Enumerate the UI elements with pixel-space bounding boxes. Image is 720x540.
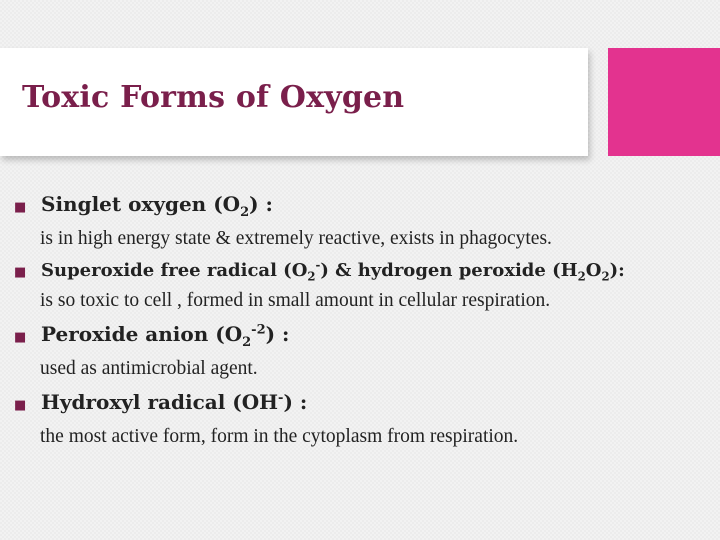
bullet-heading: Singlet oxygen $(O_2)$ : bbox=[41, 192, 273, 220]
square-bullet-icon: ■ bbox=[14, 330, 27, 345]
bullet-heading: Peroxide anion $(O_2^{-2})$ : bbox=[41, 322, 290, 350]
square-bullet-icon: ■ bbox=[14, 398, 27, 413]
bullet-item-superoxide bbox=[14, 258, 625, 284]
bullet-description: the most active form, form in the cytoplasm from respiration. bbox=[40, 426, 519, 447]
bullet-heading: Hydroxyl radical (OH-) : bbox=[41, 390, 308, 414]
square-bullet-icon: ■ bbox=[14, 265, 27, 280]
bullet-item-hydroxyl-radical bbox=[14, 390, 307, 414]
bullet-description: is so toxic to cell , formed in small amount in cellular respiration. bbox=[40, 290, 551, 311]
bullet-item-singlet-oxygen bbox=[14, 192, 273, 220]
bullet-item-peroxide-anion bbox=[14, 322, 289, 350]
bullet-heading: Superoxide free radical $(O_2^-)$ & hydrogen peroxide $(H_2O_2)$: bbox=[41, 258, 625, 284]
bullet-description: used as antimicrobial agent. bbox=[40, 358, 258, 379]
slide-title: Toxic Forms of Oxygen bbox=[22, 80, 405, 115]
square-bullet-icon: ■ bbox=[14, 200, 27, 215]
bullet-description: is in high energy state & extremely reactive, exists in phagocytes. bbox=[40, 228, 552, 249]
